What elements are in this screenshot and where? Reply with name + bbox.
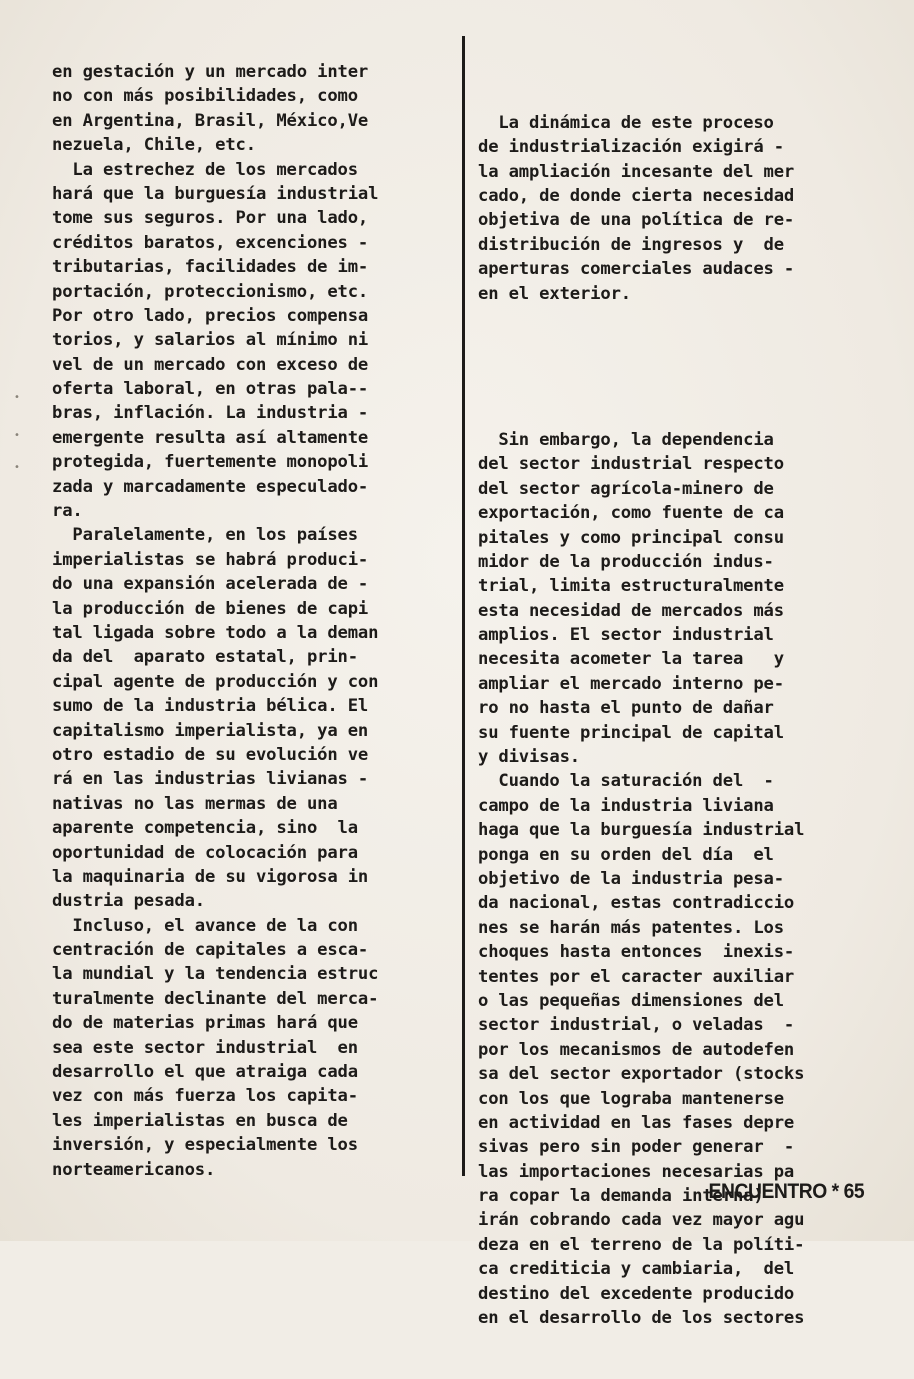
text-line: la maquinaria de su vigorosa in — [52, 866, 369, 887]
text-line: rá en las industrias livianas - — [52, 769, 369, 790]
text-line: sumo de la industria bélica. El — [52, 696, 369, 717]
text-line: tome sus seguros. Por una lado, — [52, 208, 369, 229]
text-line: hará que la burguesía industrial — [52, 183, 379, 204]
text-line: otro estadio de su evolución ve — [52, 744, 369, 765]
text-line: o las pequeñas dimensiones del — [478, 990, 784, 1011]
text-line: objetivo de la industria pesa- — [478, 868, 784, 889]
text-line: aperturas comerciales audaces - — [478, 259, 795, 280]
text-line: zada y marcadamente especulado- — [52, 476, 369, 497]
text-line: cipal agente de producción y con — [52, 671, 379, 692]
text-line: nes se harán más patentes. Los — [478, 917, 784, 938]
text-line: vel de un mercado con exceso de — [52, 354, 369, 375]
text-line: la mundial y la tendencia estruc — [52, 964, 379, 985]
text-line: nativas no las mermas de una — [52, 793, 338, 814]
text-line: de industrialización exigirá - — [478, 137, 784, 158]
text-line: su fuente principal de capital — [478, 722, 784, 743]
text-line: ra copar la demanda interna) — [478, 1186, 764, 1207]
margin-mark: • — [14, 392, 20, 403]
margin-mark: • — [14, 430, 20, 441]
text-line: bras, inflación. La industria - — [52, 403, 369, 424]
margin-mark: • — [14, 462, 20, 473]
text-line: sivas pero sin poder generar - — [478, 1137, 795, 1158]
text-line: La estrechez de los mercados — [52, 159, 358, 180]
text-line: ampliar el mercado interno pe- — [478, 673, 784, 694]
text-line: dustria pesada. — [52, 891, 205, 912]
text-line: torios, y salarios al mínimo ni — [52, 330, 369, 351]
text-line: con los que lograba mantenerse — [478, 1088, 784, 1109]
text-line: deza en el terreno de la políti- — [478, 1234, 805, 1255]
text-line: irán cobrando cada vez mayor agu — [478, 1210, 805, 1231]
text-line: del sector industrial respecto — [478, 454, 784, 475]
text-line: inversión, y especialmente los — [52, 1135, 358, 1156]
text-line: turalmente declinante del merca- — [52, 988, 379, 1009]
text-line: Por otro lado, precios compensa — [52, 305, 369, 326]
text-line: créditos baratos, excenciones - — [52, 232, 369, 253]
text-line: do una expansión acelerada de - — [52, 574, 369, 595]
text-line: la producción de bienes de capi — [52, 598, 369, 619]
text-line: do de materias primas hará que — [52, 1013, 358, 1034]
text-line: da nacional, estas contradiccio — [478, 893, 795, 914]
text-line: sea este sector industrial en — [52, 1037, 358, 1058]
text-line: ca crediticia y cambiaria, del — [478, 1259, 795, 1280]
text-line: objetiva de una política de re- — [478, 210, 795, 231]
text-line: en actividad en las fases depre — [478, 1112, 795, 1133]
text-line: por los mecanismos de autodefen — [478, 1039, 795, 1060]
text-line: les imperialistas en busca de — [52, 1110, 348, 1131]
text-line: tentes por el caracter auxiliar — [478, 966, 795, 987]
text-line: oportunidad de colocación para — [52, 842, 358, 863]
text-line: tributarias, facilidades de im- — [52, 257, 369, 278]
text-line: la ampliación incesante del mer — [478, 161, 795, 182]
text-line: choques hasta entonces inexis- — [478, 942, 795, 963]
text-line: protegida, fuertemente monopoli — [52, 452, 369, 473]
text-line: imperialistas se habrá produci- — [52, 549, 369, 570]
text-line: vez con más fuerza los capita- — [52, 1086, 358, 1107]
text-line: norteamericanos. — [52, 1159, 216, 1180]
text-line: Paralelamente, en los países — [52, 525, 358, 546]
page-folio: ENCUENTRO * 65 — [708, 1180, 864, 1203]
text-line: ra. — [52, 501, 83, 522]
text-line: no con más posibilidades, como — [52, 86, 358, 107]
text-line: centración de capitales a esca- — [52, 940, 369, 961]
text-line: ponga en su orden del día el — [478, 844, 774, 865]
text-line: emergente resulta así altamente — [52, 427, 369, 448]
text-line: campo de la industria liviana — [478, 795, 774, 816]
text-line: capitalismo imperialista, ya en — [52, 720, 369, 741]
text-line: portación, proteccionismo, etc. — [52, 281, 369, 302]
text-line: sa del sector exportador (stocks — [478, 1064, 805, 1085]
text-line: esta necesidad de mercados más — [478, 600, 784, 621]
text-line: en el desarrollo de los sectores — [478, 1308, 805, 1329]
text-line: trial, limita estructuralmente — [478, 576, 784, 597]
text-line: destino del excedente producido — [478, 1283, 795, 1304]
text-line: y divisas. — [478, 747, 580, 768]
paragraph-gap — [478, 355, 888, 379]
text-line: pitales y como principal consu — [478, 527, 784, 548]
text-line: Cuando la saturación del - — [478, 771, 774, 792]
text-line: desarrollo el que atraiga cada — [52, 1062, 358, 1083]
text-line: Incluso, el avance de la con — [52, 915, 358, 936]
text-line: nezuela, Chile, etc. — [52, 135, 256, 156]
text-line: Sin embargo, la dependencia — [478, 429, 774, 450]
text-line: en Argentina, Brasil, México,Ve — [52, 110, 369, 131]
text-line: aparente competencia, sino la — [52, 818, 358, 839]
text-line: midor de la producción indus- — [478, 551, 774, 572]
text-line: necesita acometer la tarea y — [478, 649, 784, 670]
text-line: distribución de ingresos y de — [478, 234, 784, 255]
text-line: cado, de donde cierta necesidad — [478, 185, 795, 206]
text-line: amplios. El sector industrial — [478, 625, 774, 646]
text-line: en gestación y un mercado inter — [52, 62, 369, 82]
text-line: exportación, como fuente de ca — [478, 503, 784, 524]
text-line: sector industrial, o veladas - — [478, 1015, 795, 1036]
text-line: ro no hasta el punto de dañar — [478, 698, 774, 719]
text-line: tal ligada sobre todo a la deman — [52, 622, 379, 643]
text-line: en el exterior. — [478, 283, 631, 304]
text-line: da del aparato estatal, prin- — [52, 647, 358, 668]
left-column — [52, 60, 452, 1182]
text-line: las importaciones necesarias pa — [478, 1161, 795, 1182]
text-line: del sector agrícola-minero de — [478, 478, 774, 499]
text-line: oferta laboral, en otras pala-- — [52, 379, 369, 400]
column-divider — [462, 36, 465, 1176]
text-line: haga que la burguesía industrial — [478, 820, 805, 841]
right-paragraph-1 — [478, 111, 888, 306]
text-line: La dinámica de este proceso — [478, 112, 774, 133]
